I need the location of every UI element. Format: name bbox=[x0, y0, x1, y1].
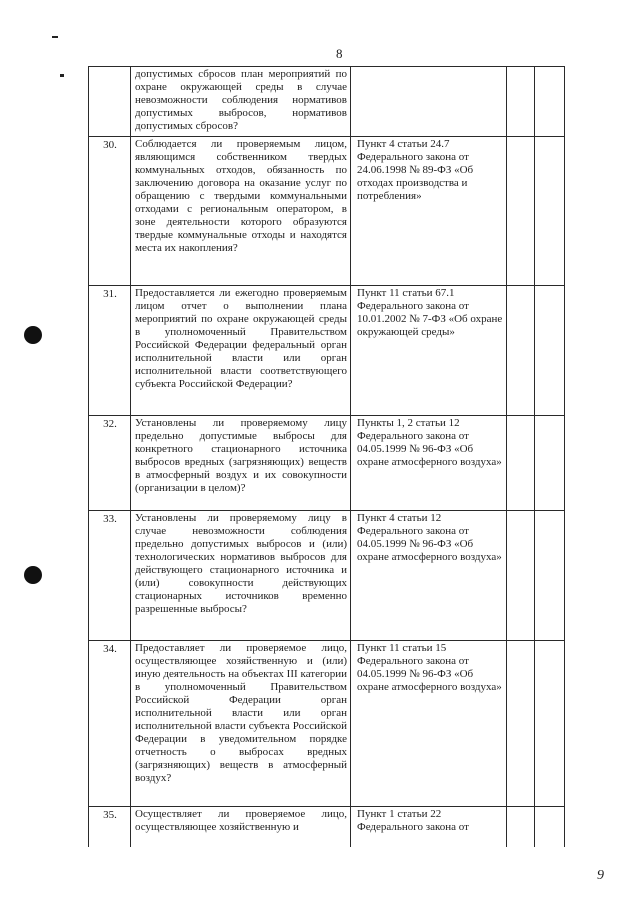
note-cell bbox=[535, 286, 565, 416]
table-row bbox=[89, 641, 565, 807]
answer-cell bbox=[507, 416, 535, 511]
row-number: 30. bbox=[89, 137, 131, 286]
scan-mark bbox=[52, 36, 58, 38]
answer-cell bbox=[507, 807, 535, 847]
answer-cell bbox=[507, 67, 535, 137]
binder-hole-top bbox=[24, 326, 42, 344]
question-cell: Установлены ли проверяемому лицу в случае невозможности соблюдения предельно допустимых выбросов и (или) технологических нормативов выбросов для действующего стационарного источника и (или) совокупности действующих стационарных источников временно разрешенные выбросы? bbox=[131, 511, 351, 641]
row-number: 31. bbox=[89, 286, 131, 416]
checklist-table bbox=[88, 66, 565, 847]
question-cell: Предоставляется ли ежегодно проверяемым лицом отчет о выполнении плана мероприятий по охране окружающей среды в уполномоченный Правительством Российской Федерации федеральный орган исполнительной власти или орган исполнительной власти соответствующего субъекта Российской Федерации? bbox=[131, 286, 351, 416]
reference-cell: Пункты 1, 2 статьи 12 Федерального закона от 04.05.1999 № 96-ФЗ «Об охране атмосферного воздуха» bbox=[351, 416, 507, 511]
binder-hole-bottom bbox=[24, 566, 42, 584]
question-cell: допустимых сбросов план мероприятий по охране окружающей среды в случае невозможности соблюдения нормативов допустимых выбросов, нормативов допустимых сбросов? bbox=[131, 67, 351, 137]
note-cell bbox=[535, 67, 565, 137]
reference-cell: Пункт 4 статьи 24.7 Федерального закона от 24.06.1998 № 89-ФЗ «Об отходах производства и потребления» bbox=[351, 137, 507, 286]
reference-cell: Пункт 11 статьи 67.1 Федерального закона от 10.01.2002 № 7-ФЗ «Об охране окружающей среды» bbox=[351, 286, 507, 416]
answer-cell bbox=[507, 641, 535, 807]
row-number: 35. bbox=[89, 807, 131, 847]
row-number: 33. bbox=[89, 511, 131, 641]
row-number bbox=[89, 67, 131, 137]
note-cell bbox=[535, 416, 565, 511]
answer-cell bbox=[507, 137, 535, 286]
question-cell: Осуществляет ли проверяемое лицо, осуществляющее хозяйственную и bbox=[131, 807, 351, 847]
answer-cell bbox=[507, 511, 535, 641]
table-row bbox=[89, 137, 565, 286]
answer-cell bbox=[507, 286, 535, 416]
row-number: 32. bbox=[89, 416, 131, 511]
question-cell: Предоставляет ли проверяемое лицо, осуществляющее хозяйственную и (или) иную деятельность на объектах III категории в уполномоченный Правительством Российской Федерации орган исполнительной власти или орган исполнительной власти субъекта Российской Федерации в уведомительном порядке отчетность о выбросах вредных (загрязняющих) веществ в атмосферный воздух? bbox=[131, 641, 351, 807]
scan-mark bbox=[60, 74, 64, 77]
checklist-table-wrapper bbox=[88, 66, 564, 847]
note-cell bbox=[535, 511, 565, 641]
note-cell bbox=[535, 641, 565, 807]
row-number: 34. bbox=[89, 641, 131, 807]
question-cell: Установлены ли проверяемому лицу предельно допустимые выбросы для конкретного стационарного источника выбросов вредных (загрязняющих) веществ в атмосферный воздух и их совокупности (организации в целом)? bbox=[131, 416, 351, 511]
table-row bbox=[89, 67, 565, 137]
handwritten-sheet-number: 9 bbox=[597, 868, 604, 883]
note-cell bbox=[535, 137, 565, 286]
question-cell: Соблюдается ли проверяемым лицом, являющимся собственником твердых коммунальных отходов, обязанность по заключению договора на оказание услуг по обращению с твердыми коммунальными отходами с региональным оператором, в зоне деятельности которого образуются твердые коммунальные отходы и находятся места их накопления? bbox=[131, 137, 351, 286]
table-row bbox=[89, 807, 565, 847]
table-row bbox=[89, 416, 565, 511]
reference-cell: Пункт 4 статьи 12 Федерального закона от 04.05.1999 № 96-ФЗ «Об охране атмосферного воздуха» bbox=[351, 511, 507, 641]
table-row bbox=[89, 511, 565, 641]
note-cell bbox=[535, 807, 565, 847]
reference-cell: Пункт 11 статьи 15 Федерального закона от 04.05.1999 № 96-ФЗ «Об охране атмосферного воздуха» bbox=[351, 641, 507, 807]
reference-cell: Пункт 1 статьи 22 Федерального закона от bbox=[351, 807, 507, 847]
page-number: 8 bbox=[336, 46, 343, 61]
table-row bbox=[89, 286, 565, 416]
reference-cell bbox=[351, 67, 507, 137]
